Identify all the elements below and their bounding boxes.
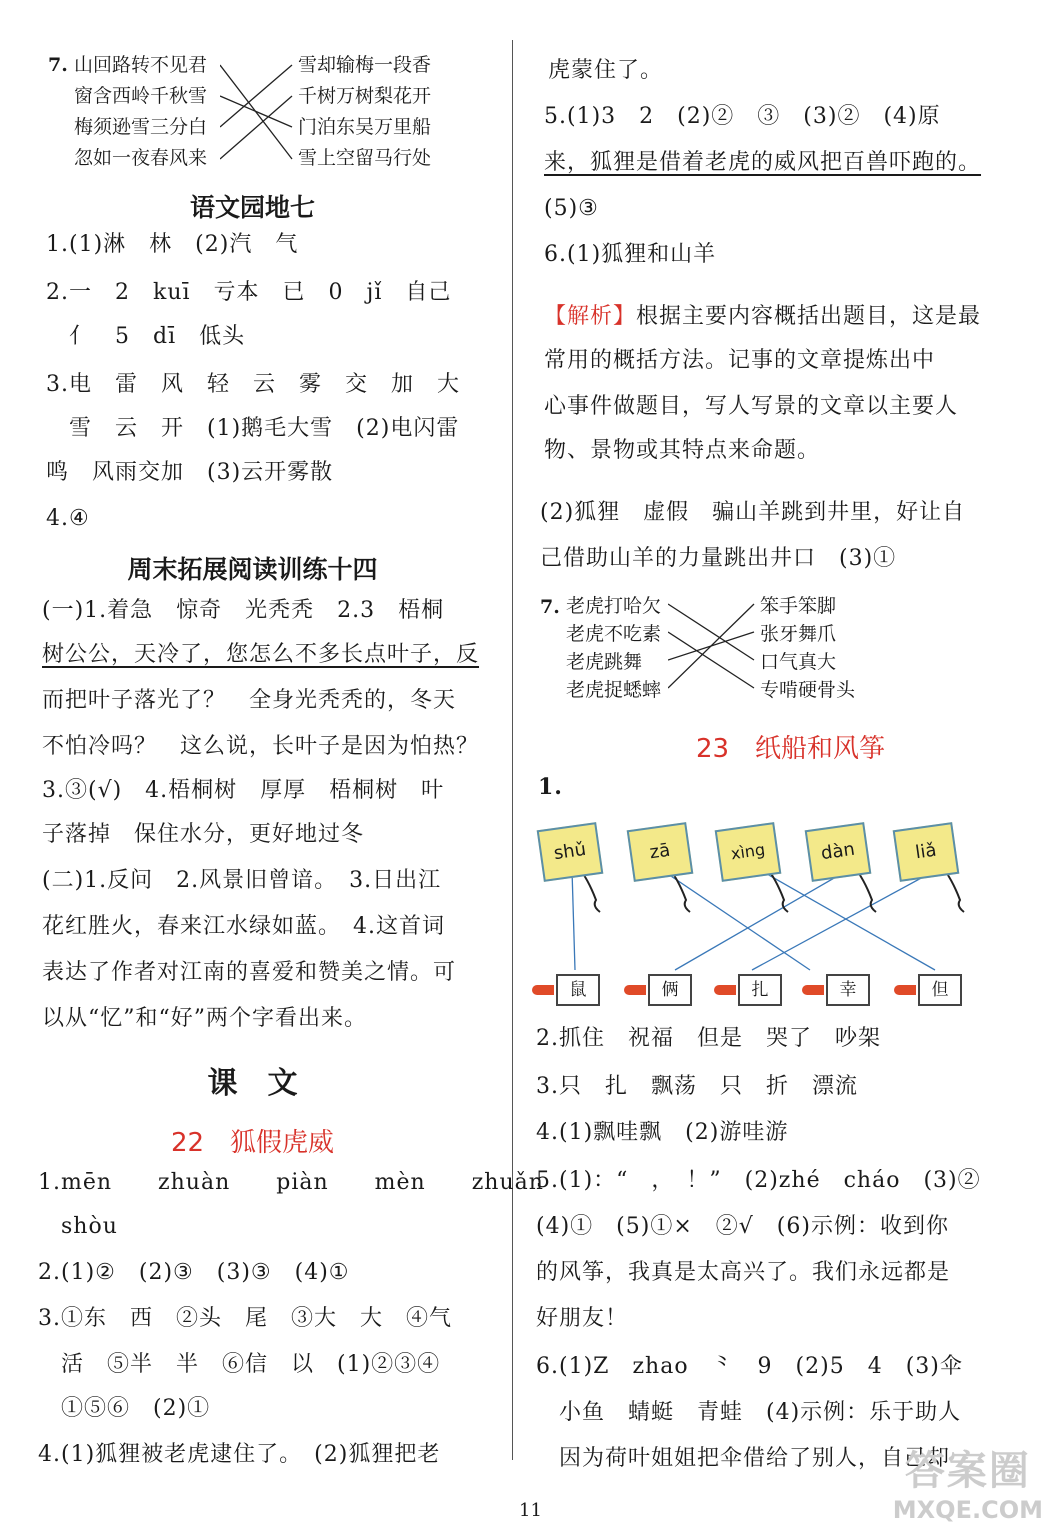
analysis-line (544, 302, 981, 332)
poem-left-3: 梅须逊雪三分白 (74, 116, 208, 138)
kite-5: liǎ (893, 822, 960, 882)
answer-line: 6.(1)Z zhao ⺀ 9 (2)5 4 (3)伞 (536, 1354, 963, 1379)
answer-line: 5.(1)：“ ， ！” (2)zhé cháo (3)② (536, 1168, 981, 1193)
answer-line: 4.(1)飘哇飘 (2)游哇游 (536, 1120, 789, 1145)
q7-number: 7. (540, 596, 560, 618)
match-left-3: 老虎跳舞 (566, 651, 643, 673)
answer-line: (4)① (5)①× ②√ (6)示例：收到你 (536, 1214, 949, 1239)
answer-line: 不怕冷吗？ 这么说，长叶子是因为怕热？ (42, 734, 480, 759)
analysis-tag: 【解析】 (544, 304, 637, 329)
boat-4: 幸 (826, 974, 870, 1006)
analysis-line: 常用的概括方法。记事的文章提炼出中 (544, 348, 936, 373)
answer-line: 2.抓住 祝福 但是 哭了 吵架 (536, 1026, 881, 1051)
answer-line: 3.只 扎 飘荡 只 折 漂流 (536, 1074, 858, 1099)
answer-line: 活 ⑤半 半 ⑥信 以 (1)②③④ (38, 1352, 441, 1377)
answer-line-underlined: 树公公，天冷了，您怎么不多长点叶子，反 (42, 642, 480, 667)
watermark-url: MXQE.COM (892, 1496, 1043, 1524)
answer-line: 1.mēn zhuàn piàn mèn zhuǎn (38, 1170, 544, 1195)
idiom-match-left (540, 592, 662, 701)
column-divider (512, 40, 513, 1460)
answer-line: 3.①东 西 ②头 尾 ③大 大 ④气 (38, 1306, 452, 1331)
answer-line: 鸣 风雨交加 (3)云开雾散 (46, 460, 334, 485)
answer-line: 表达了作者对江南的喜爱和赞美之情。可 (42, 960, 457, 985)
answer-line: 子落掉 保住水分，更好地过冬 (42, 822, 365, 847)
answer-line: 雪 云 开 (1)鹅毛大雪 (2)电闪雷 (46, 416, 460, 441)
poem-left-2: 窗含西岭千秋雪 (74, 85, 208, 107)
match-left-1: 老虎打哈欠 (566, 595, 662, 617)
watermark-logo (893, 1439, 1043, 1524)
poem-left-1: 山回路转不见君 (74, 54, 208, 76)
lesson-title-23: 23 纸船和风筝 (695, 734, 886, 764)
answer-line: 虎蒙住了。 (548, 58, 664, 83)
q1-label: 1. (538, 774, 563, 800)
q7-number: 7. (48, 54, 68, 76)
analysis-text: 根据主要内容概括出题目，这是最 (636, 304, 982, 329)
answer-line: 花红胜火，春来江水绿如蓝。 4.这首词 (42, 914, 445, 939)
poem-match-lines (220, 60, 300, 170)
poem-left-4: 忽如一夜春风来 (74, 147, 208, 169)
answer-line: 6.(1)狐狸和山羊 (544, 242, 717, 267)
answer-line: 3.电 雷 风 轻 云 雾 交 加 大 (46, 372, 460, 397)
analysis-line: 心事件做题目，写人写景的文章以主要人 (544, 394, 959, 419)
answer-line: 而把叶子落光了？ 全身光秃秃的，冬天 (42, 688, 457, 713)
match-right-3: 口气真大 (760, 651, 837, 673)
answer-line: 2.(1)② (2)③ (3)③ (4)① (38, 1260, 350, 1285)
answer-line: shòu (38, 1214, 118, 1239)
kite-1: shǔ (537, 822, 604, 882)
answer-line: (二)1.反问 2.风景旧曾谙。 3.日出江 (42, 868, 442, 893)
answer-line: (一)1.着急 惊奇 光秃秃 2.3 梧桐 (42, 598, 445, 623)
answer-line: 己借助山羊的力量跳出井口 (3)① (540, 546, 897, 571)
idiom-match-lines (668, 600, 758, 700)
answer-line: 2.一 2 kuī 亏本 已 0 jǐ 自己 (46, 280, 452, 305)
kite-3: xìng (715, 822, 782, 882)
boat-3: 扎 (738, 974, 782, 1006)
answer-line: 3.③(√) 4.梧桐树 厚厚 梧桐树 叶 (42, 778, 445, 803)
section-title-weekend-reading: 周末拓展阅读训练十四 (127, 555, 378, 584)
match-left-4: 老虎捉蟋蟀 (566, 679, 662, 701)
kite-2: zā (627, 822, 694, 882)
kite-boat-figure (520, 810, 1061, 1010)
boat-2: 俩 (648, 974, 692, 1006)
match-right-4: 专啃硬骨头 (760, 679, 856, 701)
boat-1: 鼠 (556, 974, 600, 1006)
match-right-1: 笨手笨脚 (760, 595, 837, 617)
poem-right-3: 门泊东吴万里船 (298, 116, 432, 138)
answer-line: 好朋友！ (536, 1306, 629, 1331)
answer-line: 以从“忆”和“好”两个字看出来。 (42, 1006, 367, 1031)
answer-line: 的风筝，我真是太高兴了。我们永远都是 (536, 1260, 951, 1285)
poem-right-4: 雪上空留马行处 (298, 147, 432, 169)
answer-line: 亻 5 dī 低头 (46, 324, 246, 349)
poem-match-left (48, 50, 208, 169)
answer-line: 1.(1)淋 林 (2)汽 气 (46, 232, 299, 257)
watermark-text: 答案圈 (904, 1448, 1031, 1494)
answer-line: ①⑤⑥ (2)① (38, 1396, 211, 1421)
answer-line: 5.(1)3 2 (2)② ③ (3)② (4)原 (544, 104, 941, 129)
page-number: 11 (519, 1500, 542, 1521)
answer-line-underlined: 来，狐狸是借着老虎的威风把百兽吓跑的。 (544, 150, 982, 175)
answer-line: 4.(1)狐狸被老虎逮住了。 (2)狐狸把老 (38, 1442, 441, 1467)
kite-strings (520, 810, 1061, 1010)
kite-4: dàn (805, 822, 872, 882)
idiom-match-right (760, 592, 855, 704)
answer-line: 4.④ (46, 506, 90, 531)
answer-line: 小鱼 蜻蜓 青蛙 (4)示例：乐于助人 (536, 1400, 962, 1425)
boat-5: 但 (918, 974, 962, 1006)
poem-match-right (298, 50, 431, 174)
lesson-title-22: 22 狐假虎威 (170, 1128, 335, 1158)
section-title-yuwen-yuandi: 语文园地七 (189, 193, 315, 222)
section-title-kewen: 课 文 (207, 1066, 298, 1101)
answer-line: 因为荷叶姐姐把伞借给了别人，自己却 (536, 1446, 951, 1471)
answer-line: (5)③ (544, 196, 599, 221)
poem-right-1: 雪却输梅一段香 (298, 54, 432, 76)
poem-right-2: 千树万树梨花开 (298, 85, 432, 107)
match-left-2: 老虎不吃素 (566, 623, 662, 645)
answer-line: (2)狐狸 虚假 骗山羊跳到井里，好让自 (540, 500, 966, 525)
match-right-2: 张牙舞爪 (760, 623, 837, 645)
analysis-line: 物、景物或其特点来命题。 (544, 438, 821, 463)
